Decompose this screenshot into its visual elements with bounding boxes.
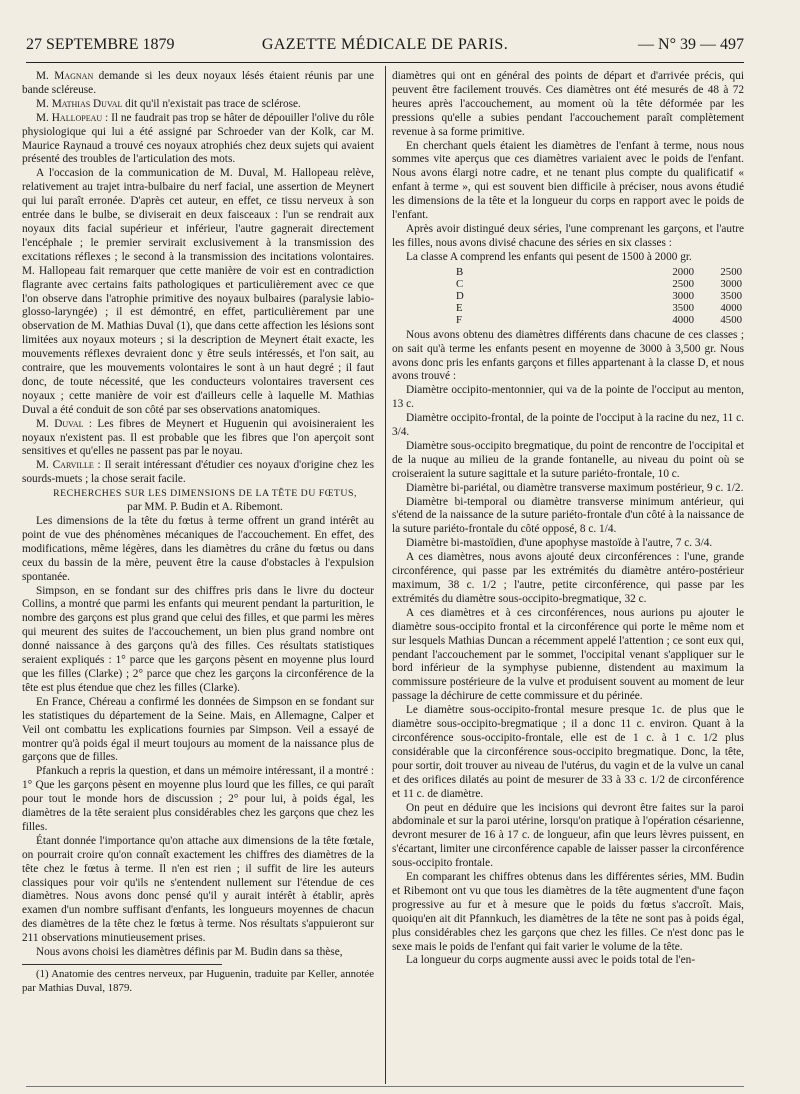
class-to: 4500 bbox=[720, 313, 742, 326]
class-letter: E bbox=[456, 301, 463, 314]
running-header bbox=[26, 36, 744, 58]
paragraph: Diamètre bi-pariétal, ou diamètre transverse maximum postérieur, 9 c. 1/2. bbox=[406, 481, 744, 494]
paragraph: Le diamètre sous-occipito-frontal mesure presque 1c. de plus que le diamètre sous-occipito-bregmatique ; il a donc 11 c. environ. Quant à la circonférence sous-occipito-frontale, elle est de 1 c. à 1 c. 1/2 plus considérable que la circonférence sous-occipito bregmatique. Donc, la tête, pour sortir, doit trouver au niveau de l'utérus, du vagin et de la vulve un canal et des orifices dilatés au point de mesurer de 33 à 33 c. 1/2 de circonférence et 11 c. de diamètre. bbox=[392, 704, 744, 800]
paragraph: En France, Chéreau a confirmé les données de Simpson en se fondant sur les statistiques du département de la Seine. Mais, en Allemagne, Calper et Veil ont combattu les explications fournies par Simpson. Veil a essayé de montrer qu'à poids égal il meurt toujours au moment de la naissance plus de garçons que de filles. bbox=[22, 695, 374, 764]
paragraph: A ces diamètres et à ces circonférences, nous aurions pu ajouter le diamètre sous-occipito frontal et la circonférence qui porte le même nom et sur lesquels Mathias Duncan a récemment appelé l'attention ; ce sont eux qui, pendant l'accouchement par le sommet, l'occipital venant s'appliquer sur le bord inférieur de la symphyse pubienne, distendent au maximum la commissure postérieure de la vulve et produisent souvent au moment de leur passage la déchirure de cette commissure et du périnée. bbox=[392, 606, 744, 703]
paragraph bbox=[22, 70, 374, 98]
class-row bbox=[392, 314, 744, 326]
section-byline: par MM. P. Budin et A. Ribemont. bbox=[127, 501, 283, 514]
paragraph: En cherchant quels étaient les diamètres de l'enfant à terme, nous nous sommes vite aperçus que ces diamètres variaient avec le poids de l'enfant. Nous avons élargi notre cadre, et ne tenant plus compte du qualificatif « enfant à terme », qui est souvent bien difficile à préciser, nous avons étudié les dimensions de la tête et la longueur du corps en rapport avec le poids de l'enfant. bbox=[392, 139, 744, 222]
class-to: 3000 bbox=[720, 277, 742, 290]
class-letter: D bbox=[456, 289, 464, 302]
class-from: 2500 bbox=[672, 277, 694, 290]
paragraph: Diamètre bi-temporal ou diamètre transverse minimum antérieur, qui s'étend de la naissance de la suture pariéto-frontale d'un côté à la naissance de la suture pariéto-frontale du côté opposé, 8 c. 1/4. bbox=[392, 495, 744, 536]
speaker-name: M. Duval bbox=[36, 417, 84, 430]
class-to: 4000 bbox=[720, 301, 742, 314]
paragraph bbox=[22, 459, 374, 487]
paragraph-text: : Il ne faudrait pas trop se hâter de dépouiller l'olive du rôle physiologique qui lui a été assigné par Schroeder van der Kolk, car M. Maurice Raynaud a trouvé ces noyaux atrophiés chez deux sujets qui avaient présenté des troubles de l'articulation des mots. bbox=[22, 111, 374, 166]
paragraph: La longueur du corps augmente aussi avec le poids total de l'en- bbox=[406, 954, 696, 967]
paragraph: Nous avons choisi les diamètres définis par M. Budin dans sa thèse, bbox=[36, 946, 343, 959]
class-row bbox=[392, 302, 744, 314]
paragraph bbox=[22, 418, 374, 460]
paragraph: Nous avons obtenu des diamètres différents dans chacune de ces classes ; on sait qu'à terme les enfants pesent en moyenne de 3000 à 3,500 gr. Nous avons donc pris les enfants garçons et filles appartenant à la classe D, et nous avons trouvé : bbox=[392, 328, 744, 383]
paragraph-text: dit qu'il n'existait pas trace de sclérose. bbox=[122, 97, 301, 110]
weight-classes-table bbox=[392, 266, 744, 326]
class-to: 3500 bbox=[720, 289, 742, 302]
footnote: (1) Anatomie des centres nerveux, par Huguenin, traduite par Keller, annotée par Mathias Duval, 1879. bbox=[22, 968, 374, 994]
paragraph: Diamètre sous-occipito bregmatique, du point de rencontre de l'occipital et de la nuque au milieu de la grande fontanelle, au niveau du point où se croiseraient la suture sagittale et la suture pariéto-frontale, 10 c. bbox=[392, 439, 744, 480]
header-date: 27 SEPTEMBRE 1879 bbox=[26, 36, 175, 53]
bottom-rule bbox=[26, 1086, 744, 1087]
paragraph: Diamètre occipito-frontal, de la pointe de l'occiput à la racine du nez, 11 c. 3/4. bbox=[392, 412, 744, 439]
section-title: RECHERCHES SUR LES DIMENSIONS DE LA TÊTE DU FŒTUS, bbox=[53, 488, 357, 500]
class-from: 3000 bbox=[672, 289, 694, 302]
right-column bbox=[392, 70, 744, 1080]
paragraph: A l'occasion de la communication de M. Duval, M. Hallopeau relève, relativement au trajet intra-bulbaire du nerf facial, une assertion de Meynert qui lui paraît erronée. D'après cet auteur, en effet, ce tissu nerveux à son entrée dans le bulbe, se diviserait en deux faisceaux : l'un se rendrait aux noyaux dits facial supérieur et inférieur, l'autre gagnerait directement l'encéphale ; le premier servirait exclusivement à la transmission des excitations réflexes ; le second à la transmission des incitations volontaires. M. Hallopeau fait remarquer que cette manière de voir est en contradiction flagrante avec certains faits pathologiques et particulièrement avec ce que l'on observe dans l'atrophie primitive des noyaux bulbaires (paralysie labio-glosso-laryngée) ; il est démontré, en effet, particulièrement par une observation de M. Mathias Duval (1), que dans cette affection les lésions sont limitées aux noyaux moteurs ; si la description de Meynert était exacte, les mouvements réflexes devraient donc y être seuls intéressés, et l'on sait, au contraire, que les mouvements volontaires le sont à un haut degré ; il faut donc, de toute nécessité, que les conducteurs volontaires traversent ces noyaux ; cette manière de voir est d'ailleurs celle à laquelle M. Mathias Duval a été conduit de son côté par ses observations anatomiques. bbox=[22, 167, 374, 416]
paragraph bbox=[22, 98, 374, 112]
footnote-rule bbox=[22, 964, 222, 965]
column-divider bbox=[385, 66, 386, 1084]
header-page-number: — N° 39 — 497 bbox=[638, 36, 744, 53]
class-row bbox=[392, 278, 744, 290]
class-to: 2500 bbox=[720, 265, 742, 278]
paragraph: Diamètre bi-mastoïdien, d'une apophyse mastoïde à l'autre, 7 c. 3/4. bbox=[406, 537, 713, 550]
speaker-name: M. Mathias Duval bbox=[36, 97, 123, 110]
class-row bbox=[392, 290, 744, 302]
class-from: 2000 bbox=[672, 265, 694, 278]
paragraph-text: : Les fibres de Meynert et Huguenin qui avoisineraient les noyaux n'existent pas. Il est probable que les fibres que l'on aperçoit sont sensitives et qu'elles ne passent pas par le noyau. bbox=[22, 417, 374, 458]
speaker-name: M. Carville bbox=[36, 459, 94, 472]
class-row bbox=[392, 266, 744, 278]
header-rule bbox=[26, 62, 744, 63]
paragraph: Les dimensions de la tête du fœtus à terme offrent un grand intérêt au point de vue des phénomènes mécaniques de l'accouchement. En effet, des modifications, même légères, dans les diamètres du crâne du fœtus ou dans ceux du bassin de la mère, peuvent être la cause d'obstacles à l'expulsion spontanée. bbox=[22, 515, 374, 583]
paragraph: diamètres qui ont en général des points de départ et d'arrivée précis, qui peuvent être facilement trouvés. Ces diamètres ont été mesurés de 48 à 72 heures après l'accouchement, au moment où la tête déformée par les pressions qu'elle a subies pendant l'accouchement paraît complètement revenue à sa forme primitive. bbox=[392, 70, 744, 138]
class-letter: F bbox=[456, 313, 463, 326]
class-from: 4000 bbox=[672, 313, 694, 326]
paragraph: Diamètre occipito-mentonnier, qui va de la pointe de l'occiput au menton, 13 c. bbox=[392, 384, 744, 411]
paragraph-text: : Il serait intéressant d'étudier ces noyaux d'origine chez les sourds-muets ; la chose serait facile. bbox=[22, 459, 374, 486]
speaker-name: M. Hallopeau bbox=[36, 111, 103, 124]
left-column bbox=[22, 70, 374, 1080]
paragraph-text: demande si les deux noyaux lésés étaient réunis par une bande scléreuse. bbox=[22, 70, 374, 96]
class-from: 3500 bbox=[672, 301, 694, 314]
paragraph: A ces diamètres, nous avons ajouté deux circonférences : l'une, grande circonférence, qui passe par les extrémités du diamètre antéro-postérieur maximum, 38 c. 1/2 ; l'autre, petite circonférence, qui passe par les extrémités du diamètre sous-occipito-bregmatique, 32 c. bbox=[392, 551, 744, 605]
speaker-name: M. Magnan bbox=[36, 70, 94, 82]
class-letter: B bbox=[456, 265, 464, 278]
classes-intro: La classe A comprend les enfants qui pesent de 1500 à 2000 gr. bbox=[406, 250, 692, 263]
paragraph: Simpson, en se fondant sur des chiffres pris dans le livre du docteur Collins, a montré que parmi les enfants qui meurent pendant la parturition, le nombre des garçons est plus grand que celui des filles, et que parmi les mères qui meurent des suites de l'accouchement, un bien plus grand nombre ont donné naissance à des garçons qu'à des filles. Ces résultats statistiques seraient expliqués : 1° parce que les garçons pèsent en moyenne plus lourd que les filles (Clarke) ; 2° parce que chez les garçons la circonférence de la tête est plus étendue que chez les filles (Clarke). bbox=[22, 584, 374, 694]
paragraph: Après avoir distingué deux séries, l'une comprenant les garçons, et l'autre les filles, nous avons divisé chacune des séries en six classes : bbox=[392, 222, 744, 249]
class-letter: C bbox=[456, 277, 464, 290]
header-title: GAZETTE MÉDICALE DE PARIS. bbox=[261, 36, 509, 53]
paragraph: En comparant les chiffres obtenus dans les différentes séries, MM. Budin et Ribemont ont vu que tous les diamètres de la tête augmentent d'une façon progressive au fur et à mesure que le poids du fœtus s'accroît. Mais, quoiqu'en ait dit Pfannkuch, les diamètres de la tête ne sont pas à poids égal, plus considérables chez les garçons que chez les filles. Ce n'est donc pas le sexe mais le poids de l'enfant qui fait varier le volume de la tête. bbox=[392, 871, 744, 953]
paragraph bbox=[22, 112, 374, 168]
paragraph: On peut en déduire que les incisions qui devront être faites sur la paroi abdominale et sur la paroi utérine, lorsqu'on pratique à l'opération césarienne, devront mesurer de 16 à 17 c. de longueur, afin que leurs lèvres puissent, en s'écartant, limiter une circonférence capable de laisser passer la circonférence sous-occipito frontale. bbox=[392, 801, 744, 870]
paragraph: Pfankuch a repris la question, et dans un mémoire intéressant, il a montré : 1° Que les garçons pèsent en moyenne plus lourd que les filles, ce qui paraît pour tout le monde hors de discussion ; 2° pour lui, à poids égal, les diamètres de la tête seraient plus considérables chez les garçons que chez les filles. bbox=[22, 765, 374, 833]
paragraph: Étant donnée l'importance qu'on attache aux dimensions de la tête fœtale, on pourrait croire qu'on connaît exactement les chiffres des diamètres de la tête chez le fœtus à terme. Il n'en est rien ; il suffit de lire les auteurs classiques pour voir qu'ils ne s'entendent nullement sur l'étendue de ces diamètres. Nous avons donc pensé qu'il y aurait intérêt à établir, après examen d'un nombre suffisant d'enfants, les longueurs moyennes de chacun des diamètres de la tête chez le fœtus à terme. Nos résultats s'appuieront sur 211 observations minutieusement prises. bbox=[22, 834, 374, 945]
